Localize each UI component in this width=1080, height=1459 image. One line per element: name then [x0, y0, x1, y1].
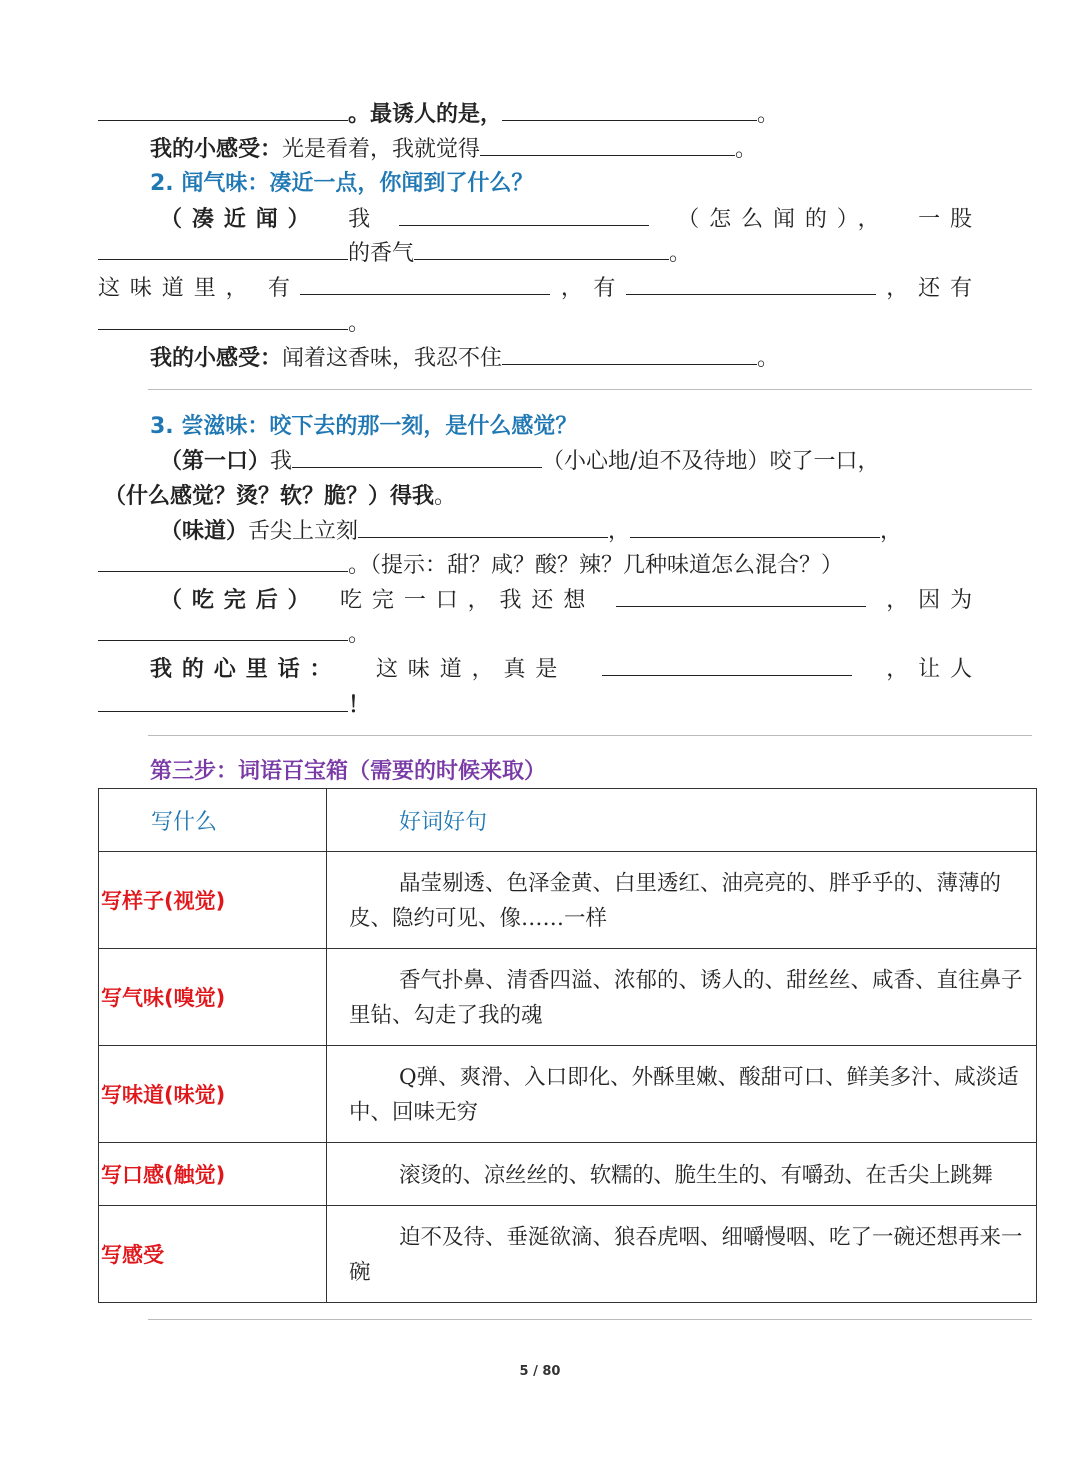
step3-title: 第三步：词语百宝箱（需要的时候来取） — [150, 759, 547, 784]
blank[interactable] — [414, 237, 669, 260]
q3c-comma: ， — [608, 519, 631, 544]
blank[interactable] — [630, 515, 880, 538]
blank[interactable] — [502, 98, 757, 121]
phrases-cell: Q弹、爽滑、入口即化、外酥里嫩、酸甜可口、鲜美多汁、咸淡适中、回味无穷 — [327, 1046, 1037, 1143]
q2a-yigu: 一股 — [918, 207, 982, 232]
page-number: 5 / 80 — [519, 1364, 561, 1379]
q3c-text: 舌尖上立刻 — [248, 519, 359, 544]
q3-line-b — [104, 479, 988, 513]
q3b-end: 。 — [434, 484, 457, 509]
table-row — [99, 1046, 1037, 1143]
table-row — [99, 1206, 1037, 1303]
q2-title: 2. 闻气味：凑近一点，你闻到了什么？ — [150, 171, 534, 196]
header-phrases: 好词好句 — [327, 789, 1037, 852]
blank[interactable] — [98, 549, 348, 572]
q3h-end: ！ — [348, 692, 371, 718]
q3g-text: 这味道，真是 — [375, 657, 568, 682]
q2-line-d — [98, 307, 982, 341]
blank[interactable] — [502, 342, 757, 365]
q3-line-g — [150, 653, 982, 687]
category-cell: 写气味(嗅觉) — [99, 949, 327, 1046]
header-what: 写什么 — [99, 789, 327, 852]
q2-line-c — [98, 272, 982, 306]
phrases-cell: 香气扑鼻、清香四溢、浓郁的、诱人的、甜丝丝、咸香、直往鼻子里钻、勾走了我的魂 — [327, 949, 1037, 1046]
q2-line-a — [160, 202, 982, 236]
q2a-hint: （怎么闻的）， — [677, 207, 890, 232]
table-header — [99, 789, 1037, 852]
line1 — [98, 98, 982, 132]
table-row — [99, 852, 1037, 949]
q2b-text: 的香气 — [348, 241, 415, 266]
q2c-start: 这味道里， — [98, 276, 258, 301]
q2d-end: 。 — [348, 311, 371, 336]
q3c-comma: ， — [880, 519, 903, 544]
phrases-cell: 晶莹剔透、色泽金黄、白里透红、油亮亮的、胖乎乎的、薄薄的皮、隐约可见、像……一样 — [327, 852, 1037, 949]
q3-line-c — [160, 514, 1044, 548]
blank[interactable] — [98, 689, 348, 712]
blank[interactable] — [292, 445, 542, 468]
q3c-label: （味道） — [160, 518, 249, 544]
divider — [148, 389, 1032, 390]
line1-middle: 。最诱人的是， — [348, 102, 503, 127]
q3a-wo: 我 — [270, 449, 293, 474]
q2e-text: 闻着这香味，我忍不住 — [282, 346, 503, 371]
q3a-hint: （小心地/迫不及待地）咬了一口， — [542, 449, 880, 474]
q3a-label: （第一口） — [160, 448, 271, 474]
phrases-cell: 迫不及待、垂涎欲滴、狼吞虎咽、细嚼慢咽、吃了一碗还想再来一碗 — [327, 1206, 1037, 1303]
q3-line-h — [98, 688, 982, 722]
q2c-comma: ， — [560, 276, 583, 301]
q3e-text: 吃完一口，我还想 — [340, 588, 596, 613]
table-row — [99, 949, 1037, 1046]
blank[interactable] — [300, 272, 550, 295]
divider — [148, 1319, 1032, 1320]
blank[interactable] — [98, 98, 348, 121]
q3f-end: 。 — [348, 622, 371, 647]
feeling-label: 我的小感受： — [150, 137, 283, 162]
blank[interactable] — [626, 272, 876, 295]
category-cell: 写感受 — [99, 1206, 327, 1303]
q2-line-e — [150, 342, 1034, 376]
q3-line-e — [160, 583, 982, 617]
q3g-label: 我的心里话： — [150, 657, 342, 682]
blank[interactable] — [358, 515, 608, 538]
q2c-you1: 有 — [267, 276, 290, 301]
table-row — [99, 1143, 1037, 1206]
q3b-text: （什么感觉？烫？软？脆？）得我 — [104, 483, 435, 509]
blank[interactable] — [399, 203, 649, 226]
category-cell: 写样子(视觉) — [99, 852, 327, 949]
q3-line-f — [98, 618, 982, 652]
blank[interactable] — [98, 307, 348, 330]
q3d-hint: 。（提示：甜？咸？酸？辣？几种味道怎么混合？） — [348, 553, 844, 578]
q3e-label: （吃完后） — [160, 587, 320, 613]
q2c-you2: 有 — [593, 276, 616, 301]
q2c-haiyou: ，还有 — [886, 276, 982, 301]
q2-line-b — [98, 237, 982, 271]
q2b-end: 。 — [669, 241, 692, 266]
word-table — [98, 788, 1037, 1303]
category-cell: 写口感(触觉) — [99, 1143, 327, 1206]
q3-line-d — [98, 549, 982, 583]
line2-end: 。 — [735, 137, 758, 162]
q3-line-a — [160, 444, 1044, 478]
blank[interactable] — [98, 618, 348, 641]
q3g-rangren: ，让人 — [886, 657, 982, 682]
line2 — [150, 133, 1034, 167]
line1-end: 。 — [757, 102, 780, 127]
divider — [148, 735, 1032, 736]
q2e-end: 。 — [757, 346, 780, 371]
blank[interactable] — [602, 653, 852, 676]
q2a-label: （凑近闻） — [160, 206, 320, 232]
q3-title: 3. 尝滋味：咬下去的那一刻，是什么感觉？ — [150, 414, 578, 439]
phrases-cell: 滚烫的、凉丝丝的、软糯的、脆生生的、有嚼劲、在舌尖上跳舞 — [327, 1143, 1037, 1206]
blank[interactable] — [480, 133, 735, 156]
category-cell: 写味道(味觉) — [99, 1046, 327, 1143]
q2a-wo: 我 — [348, 207, 371, 232]
feeling-label: 我的小感受： — [150, 346, 283, 371]
blank[interactable] — [98, 237, 348, 260]
line2-text: 光是看着，我就觉得 — [282, 137, 481, 162]
q3e-yinwei: ，因为 — [886, 588, 982, 613]
blank[interactable] — [616, 584, 866, 607]
